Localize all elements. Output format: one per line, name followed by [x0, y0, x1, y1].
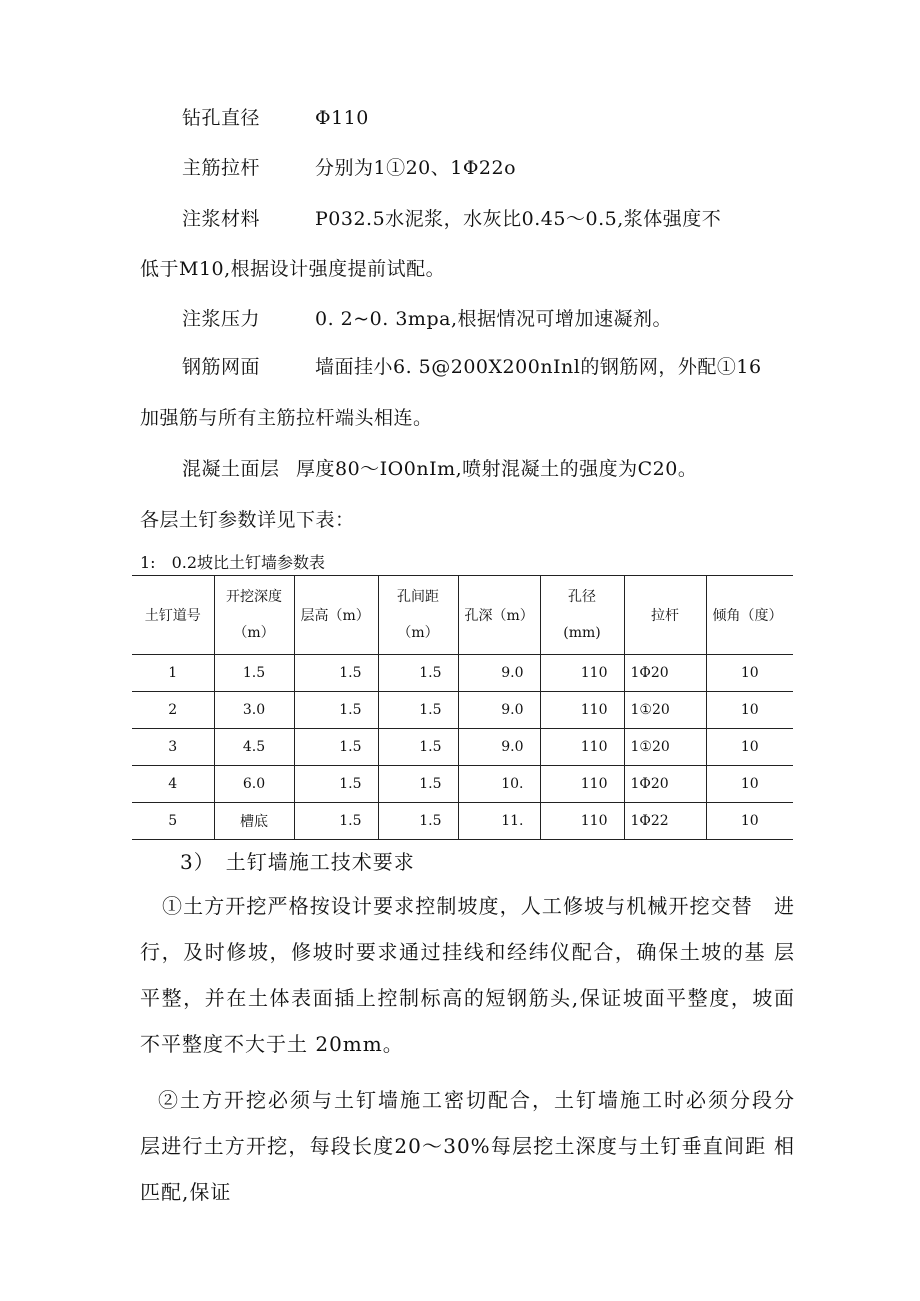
cell-layer-height: 1.5 — [294, 729, 378, 766]
spec-label: 混凝土面层 — [182, 458, 280, 480]
cell-hole-depth: 9.0 — [458, 729, 540, 766]
col-header-hole-spacing: 孔间距 （m） — [378, 576, 458, 655]
cell-hole-spacing: 1.5 — [378, 692, 458, 729]
table-row — [132, 655, 793, 692]
col-header-nail-no: 土钉道号 — [132, 576, 214, 655]
cell-hole-depth: 9.0 — [458, 692, 540, 729]
table-row — [132, 803, 793, 840]
spec-label: 注浆压力 — [182, 308, 261, 330]
section-heading: 3） 土钉墙施工技术要求 — [180, 850, 415, 874]
table-row — [132, 692, 793, 729]
cell-inclination: 10 — [706, 803, 793, 840]
spec-value: Φ110 — [315, 107, 369, 129]
soil-nail-parameter-table — [132, 575, 793, 840]
cell-layer-height: 1.5 — [294, 766, 378, 803]
spec-continuation: 加强筋与所有主筋拉杆端头相连。 — [140, 407, 433, 429]
cell-tie-rod: 1Φ20 — [624, 766, 706, 803]
col-header-hole-depth: 孔深（m） — [458, 576, 540, 655]
table-caption: 1: 0.2坡比土钉墙参数表 — [140, 553, 326, 572]
cell-layer-height: 1.5 — [294, 692, 378, 729]
cell-excavation-depth: 1.5 — [214, 655, 294, 692]
cell-hole-depth: 9.0 — [458, 655, 540, 692]
col-header-inclination: 倾角（度） — [706, 576, 793, 655]
table-header-row — [132, 576, 793, 655]
table-row — [132, 729, 793, 766]
cell-tie-rod: 1①20 — [624, 692, 706, 729]
cell-hole-depth: 11. — [458, 803, 540, 840]
cell-hole-diameter: 110 — [540, 766, 624, 803]
cell-hole-diameter: 110 — [540, 655, 624, 692]
spec-value: P032.5水泥浆，水灰比0.45～0.5,浆体强度不 — [315, 208, 722, 230]
cell-nail-no: 4 — [132, 766, 214, 803]
col-header-hole-diameter: 孔径 (mm) — [540, 576, 624, 655]
cell-excavation-depth: 6.0 — [214, 766, 294, 803]
table-intro: 各层土钉参数详见下表： — [140, 509, 355, 531]
paragraph-2: ②土方开挖必须与土钉墙施工密切配合，土钉墙施工时必须分段分 层进行土方开挖，每段长度20～30%每层挖土深度与土钉垂直间距 相匹配,保证 — [140, 1088, 795, 1204]
cell-tie-rod: 1Φ22 — [624, 803, 706, 840]
col-header-tie-rod: 拉杆 — [624, 576, 706, 655]
cell-nail-no: 3 — [132, 729, 214, 766]
cell-hole-spacing: 1.5 — [378, 729, 458, 766]
cell-inclination: 10 — [706, 655, 793, 692]
cell-layer-height: 1.5 — [294, 803, 378, 840]
cell-hole-diameter: 110 — [540, 729, 624, 766]
cell-hole-spacing: 1.5 — [378, 803, 458, 840]
cell-hole-diameter: 110 — [540, 803, 624, 840]
spec-value: 厚度80～IO0nIm,喷射混凝土的强度为C20。 — [296, 458, 698, 480]
cell-hole-depth: 10. — [458, 766, 540, 803]
spec-label: 钻孔直径 — [182, 107, 261, 129]
col-header-layer-height: 层高（m） — [294, 576, 378, 655]
cell-nail-no: 5 — [132, 803, 214, 840]
spec-value: 分别为1①20、1Φ22o — [315, 157, 517, 179]
cell-tie-rod: 1Φ20 — [624, 655, 706, 692]
spec-label: 主筋拉杆 — [182, 157, 261, 179]
cell-nail-no: 1 — [132, 655, 214, 692]
table-row — [132, 766, 793, 803]
cell-layer-height: 1.5 — [294, 655, 378, 692]
spec-label: 钢筋网面 — [182, 356, 261, 378]
cell-tie-rod: 1①20 — [624, 729, 706, 766]
cell-inclination: 10 — [706, 729, 793, 766]
cell-excavation-depth: 3.0 — [214, 692, 294, 729]
cell-hole-diameter: 110 — [540, 692, 624, 729]
cell-inclination: 10 — [706, 766, 793, 803]
spec-label: 注浆材料 — [182, 208, 261, 230]
cell-excavation-depth: 4.5 — [214, 729, 294, 766]
cell-hole-spacing: 1.5 — [378, 766, 458, 803]
paragraph-1: ①土方开挖严格按设计要求控制坡度，人工修坡与机械开挖交替 进行，及时修坡，修坡时要求通过挂线和经纬仪配合，确保土坡的基 层平整，并在土体表面插上控制标高的短钢筋头,保证坡面平整度，坡面不平整度不大于土 20mm。 — [140, 894, 795, 1056]
cell-excavation-depth: 槽底 — [214, 803, 294, 840]
cell-inclination: 10 — [706, 692, 793, 729]
cell-nail-no: 2 — [132, 692, 214, 729]
col-header-excavation-depth: 开挖深度 （m） — [214, 576, 294, 655]
spec-value: 墙面挂小6. 5@200X200nInl的钢筋网，外配①16 — [315, 356, 762, 378]
cell-hole-spacing: 1.5 — [378, 655, 458, 692]
spec-value: 0. 2~0. 3mpa,根据情况可增加速凝剂。 — [315, 308, 672, 330]
spec-continuation: 低于M10,根据设计强度提前试配。 — [140, 258, 446, 280]
